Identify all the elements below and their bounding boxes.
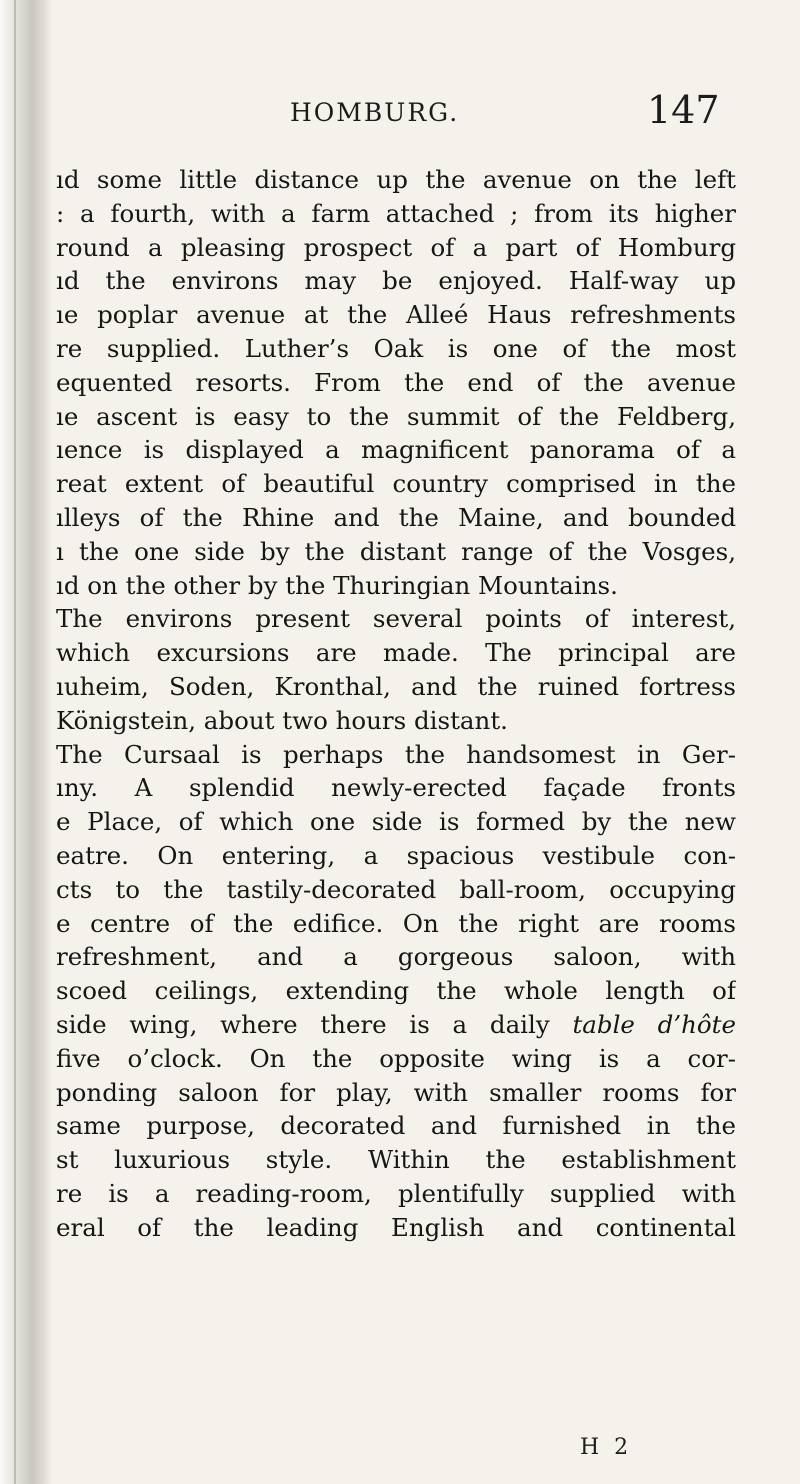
text-line: ıd on the other by the Thuringian Mountains. [56, 570, 618, 600]
text-line: equented resorts. From the end of the avenue [56, 367, 736, 397]
text-line: ıuheim, Soden, Kronthal, and the ruined fortress [56, 671, 736, 701]
signature-mark: H 2 [580, 1435, 633, 1460]
text-line: : a fourth, with a farm attached ; from its higher [56, 198, 736, 228]
text-line: re is a reading-room, plentifully supplied with [56, 1178, 736, 1208]
gutter-shadow-line [14, 0, 16, 1484]
text-line: The Cursaal is perhaps the handsomest in Ger- [56, 739, 736, 769]
text-line: st luxurious style. Within the establishment [56, 1145, 736, 1175]
running-head: HOMBURG. [290, 98, 460, 127]
text-line: five o’clock. On the opposite wing is a cor- [56, 1043, 736, 1073]
text-line: ıence is displayed a magnificent panorama of a [56, 435, 736, 465]
text-line: scoed ceilings, extending the whole length of [56, 976, 736, 1006]
text-line-with-italic [56, 1008, 736, 1042]
text-line: The environs present several points of interest, [56, 604, 736, 634]
italic-phrase: table d’hôte [572, 1009, 736, 1039]
page-gutter [0, 0, 52, 1484]
text-line: eatre. On entering, a spacious vestibule con- [56, 840, 736, 870]
text-line: re supplied. Luther’s Oak is one of the most [56, 333, 736, 363]
text-line: same purpose, decorated and furnished in the [56, 1111, 736, 1141]
text-line: ıe poplar avenue at the Alleé Haus refreshments [56, 300, 736, 330]
text-line: ılleys of the Rhine and the Maine, and bounded [56, 502, 736, 532]
text-line: ı the one side by the distant range of the Vosges, [56, 536, 736, 566]
text-line: which excursions are made. The principal are [56, 638, 736, 668]
text-line: ponding saloon for play, with smaller rooms for [56, 1077, 736, 1107]
text-line: ıd some little distance up the avenue on the left [56, 165, 736, 194]
page-header [60, 88, 720, 138]
text-line: ıe ascent is easy to the summit of the Feldberg, [56, 401, 736, 431]
body-text [56, 163, 736, 1245]
text-line: cts to the tastily-decorated ball-room, occupying [56, 874, 736, 904]
text-segment: side wing, where there is a daily [56, 1009, 550, 1039]
text-line: ıny. A splendid newly-erected façade fronts [56, 773, 736, 803]
text-line: reat extent of beautiful country comprised in the [56, 469, 736, 499]
text-line: round a pleasing prospect of a part of Homburg [56, 232, 736, 262]
text-line: eral of the leading English and continental [56, 1212, 736, 1242]
text-line: ıd the environs may be enjoyed. Half-way up [56, 266, 736, 296]
text-line: e centre of the edifice. On the right are rooms [56, 908, 736, 938]
page-number: 147 [647, 88, 720, 132]
text-line: refreshment, and a gorgeous saloon, with [56, 942, 736, 972]
text-line: Königstein, about two hours distant. [56, 705, 508, 735]
text-line: e Place, of which one side is formed by the new [56, 807, 736, 837]
